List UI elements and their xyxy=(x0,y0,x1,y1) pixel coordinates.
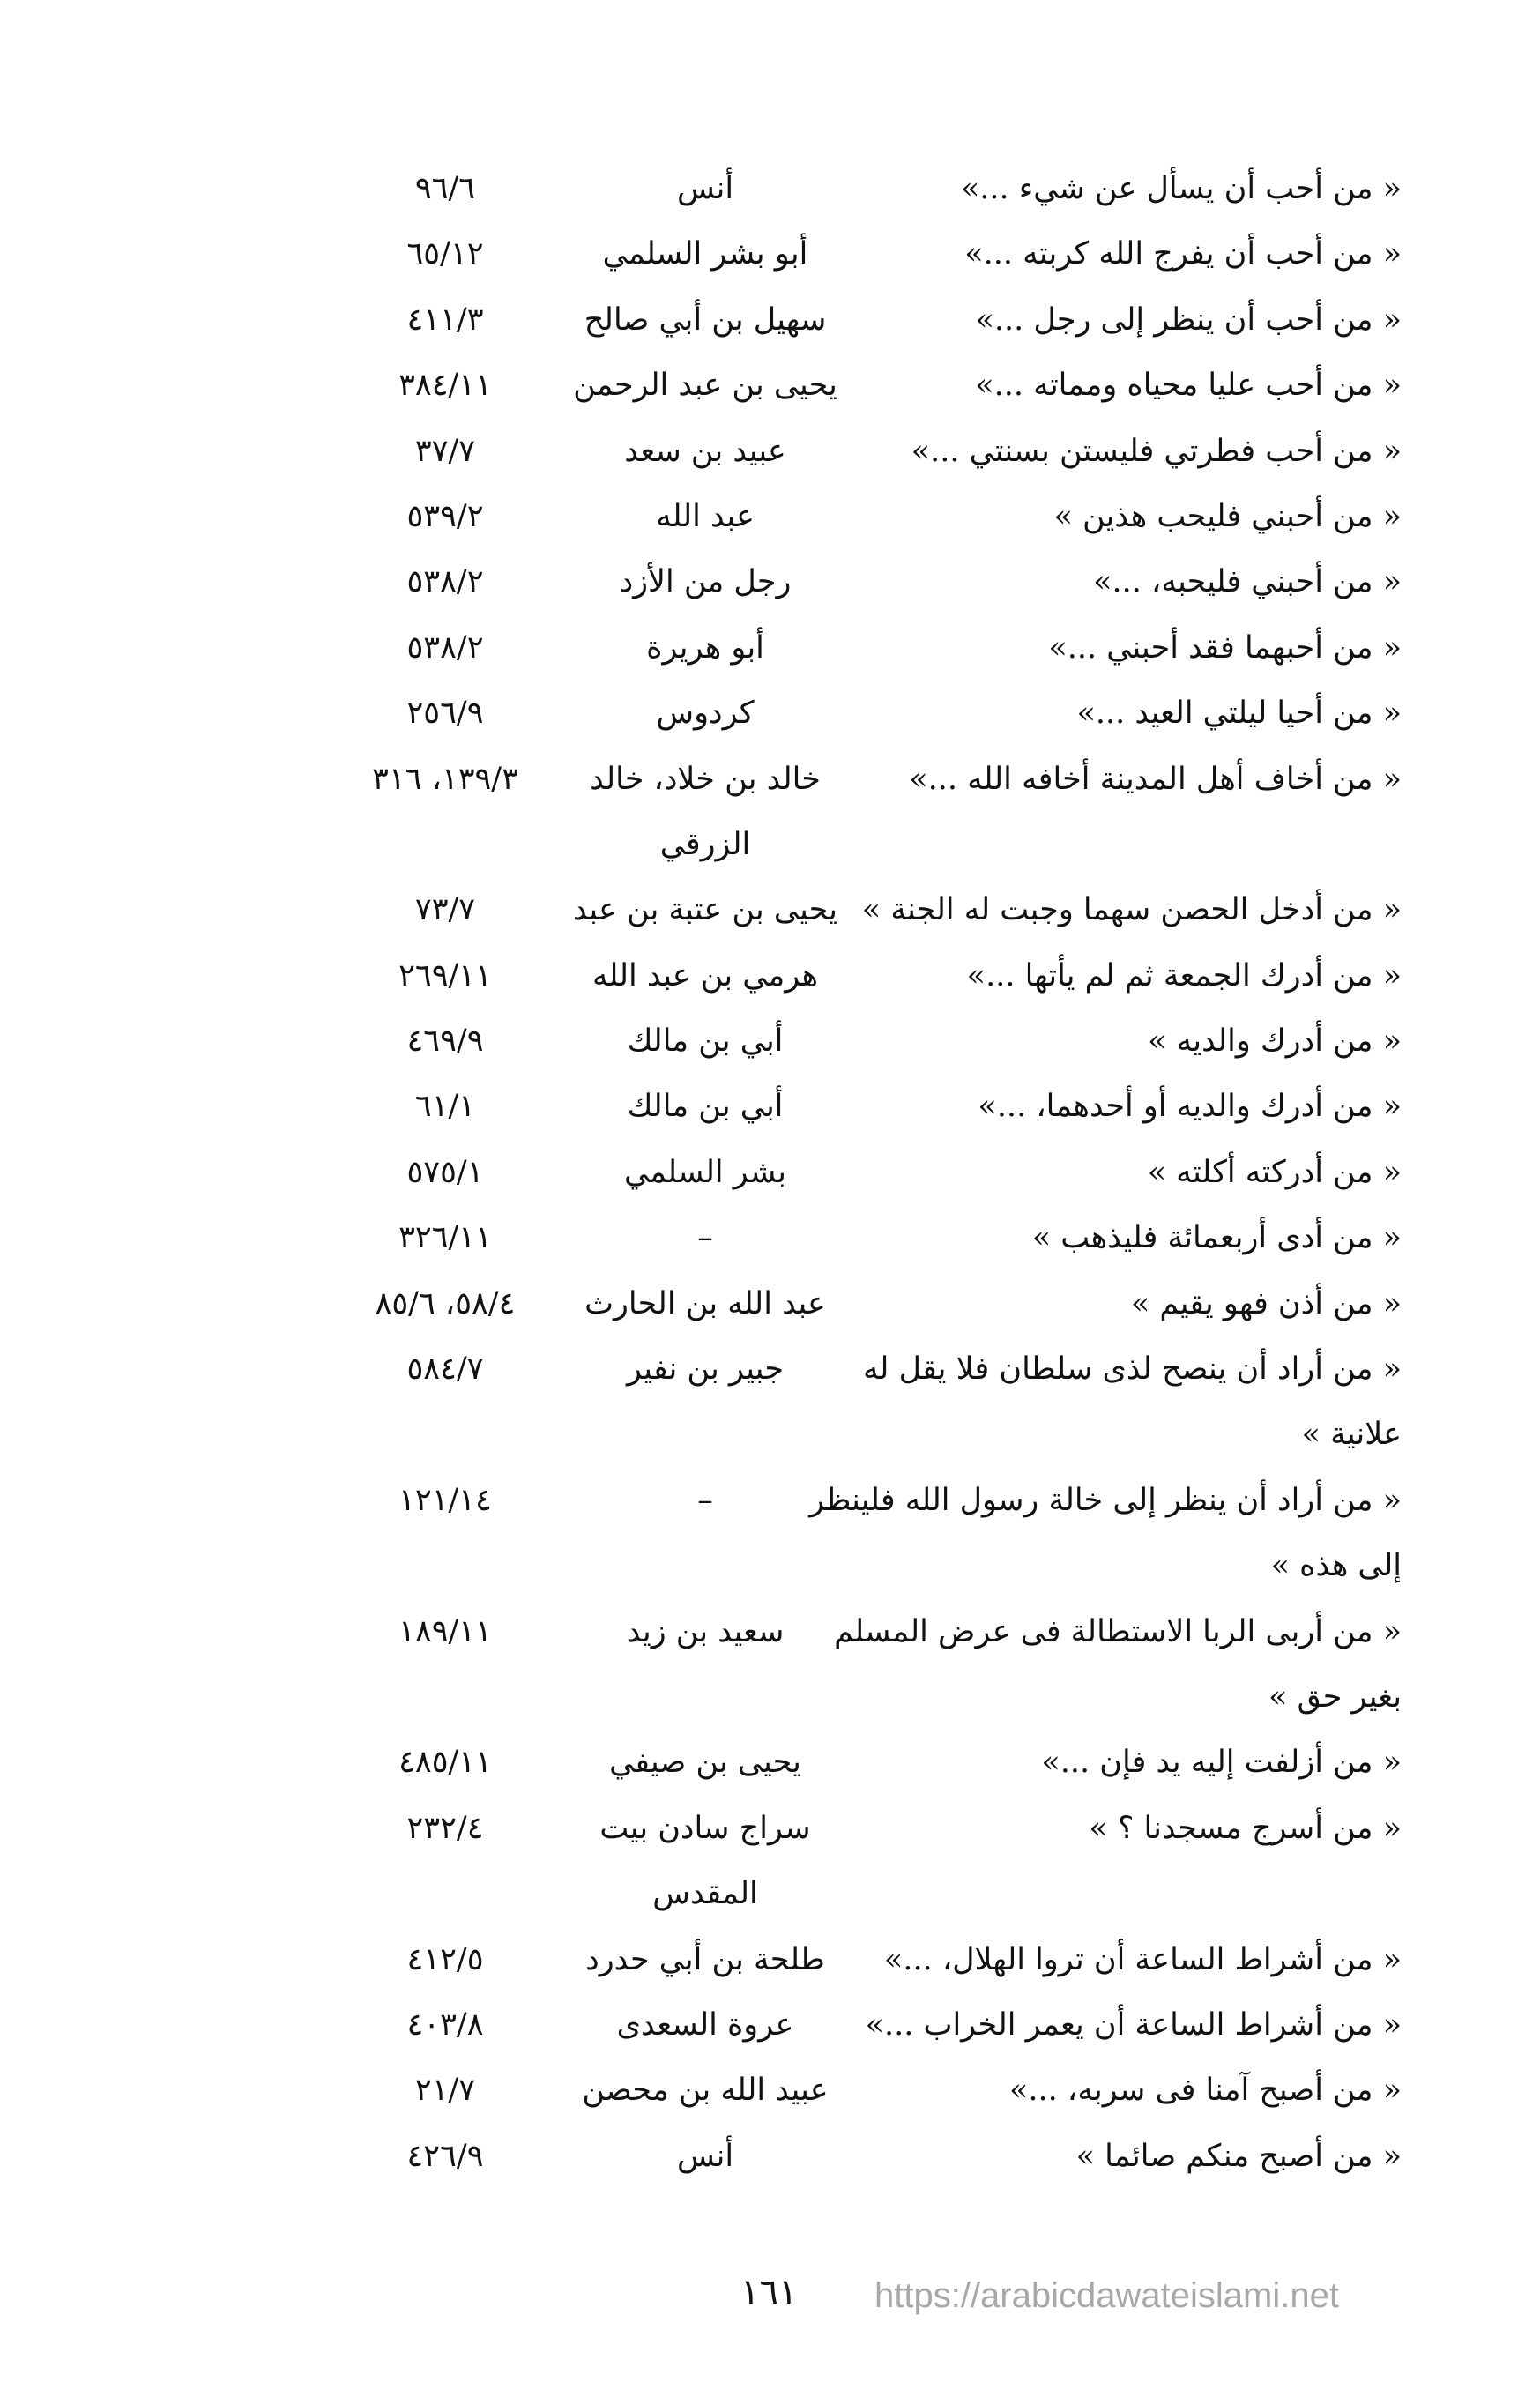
volume-page-reference: ٢٥٦/٩ xyxy=(406,696,484,732)
page-number: ١٦١ xyxy=(740,2272,798,2312)
index-row xyxy=(335,1080,1402,1145)
index-row xyxy=(335,753,1402,818)
volume-page-reference: ٤١٢/٥ xyxy=(406,1941,484,1977)
narrator-name: عروة السعدى xyxy=(616,2006,794,2043)
index-row xyxy=(335,490,1402,555)
hadith-text: بغير حق » xyxy=(1268,1679,1402,1715)
hadith-text: « من أدرك والديه أو أحدهما، ...» xyxy=(978,1089,1402,1125)
volume-page-reference: ٣٧/٧ xyxy=(414,433,476,469)
hadith-text: « من أحب أن يسأل عن شيء ...» xyxy=(960,171,1402,206)
hadith-text: « من أحب فطرتي فليستن بسنتي ...» xyxy=(911,433,1402,469)
index-row xyxy=(335,1539,1402,1604)
index-row xyxy=(335,555,1402,621)
narrator-name: سراج سادن بيت xyxy=(599,1810,811,1846)
narrator-name: يحيى بن عبد الرحمن xyxy=(573,368,837,404)
volume-page-reference: ٣٢٦/١١ xyxy=(398,1220,492,1256)
hadith-text: « من أصبح منكم صائما » xyxy=(1075,2138,1402,2174)
hadith-text: « من أدرك الجمعة ثم لم يأتها ...» xyxy=(966,957,1402,994)
index-row xyxy=(335,425,1402,490)
index-row xyxy=(335,294,1402,359)
hadith-text: إلى هذه » xyxy=(1270,1548,1402,1584)
index-row xyxy=(335,1474,1402,1539)
hadith-text: « من أربى الربا الاستطالة فى عرض المسلم xyxy=(834,1613,1402,1649)
index-row xyxy=(335,1211,1402,1277)
index-row xyxy=(335,227,1402,293)
narrator-name: عبد الله xyxy=(656,498,755,534)
narrator-name: المقدس xyxy=(652,1876,758,1912)
hadith-text: « من أسرج مسجدنا ؟ » xyxy=(1089,1810,1402,1846)
index-row xyxy=(335,1999,1402,2064)
hadith-text: « من أحب أن ينظر إلى رجل ...» xyxy=(975,301,1402,338)
hadith-text: « من أدى أربعمائة فليذهب » xyxy=(1031,1220,1402,1256)
narrator-name: سهيل بن أبي صالح xyxy=(584,301,827,338)
hadith-text: « من أحبني فليحب هذين » xyxy=(1053,498,1402,534)
volume-page-reference: ٧٣/٧ xyxy=(414,892,476,928)
volume-page-reference: ٥٣٨/٢ xyxy=(406,564,484,600)
narrator-name: جبير بن نفير xyxy=(626,1351,785,1388)
narrator-name: أنس xyxy=(676,2138,734,2174)
hadith-text: « من أحب أن يفرج الله كربته ...» xyxy=(964,236,1402,272)
volume-page-reference: ٤٠٣/٨ xyxy=(406,2006,484,2043)
watermark-url: https://arabicdawateislami.net xyxy=(874,2276,1339,2315)
index-row xyxy=(335,1408,1402,1473)
index-row xyxy=(335,2064,1402,2129)
narrator-name: كردوس xyxy=(656,696,755,732)
index-row xyxy=(335,1933,1402,1999)
volume-page-reference: ٥٣٨/٢ xyxy=(406,629,484,666)
hadith-text: « من أزلفت إليه يد فإن ...» xyxy=(1041,1745,1402,1781)
hadith-text: « من أخاف أهل المدينة أخافه الله ...» xyxy=(909,761,1402,797)
hadith-text: « من أشراط الساعة أن تروا الهلال، ...» xyxy=(883,1941,1402,1977)
volume-page-reference: ٢١/٧ xyxy=(414,2073,476,2109)
volume-page-reference: ١٣٩/٣، ٣١٦ xyxy=(372,761,518,797)
narrator-name: يحيى بن عتبة بن عبد xyxy=(573,892,837,928)
index-row xyxy=(335,1277,1402,1343)
index-row xyxy=(335,1671,1402,1736)
index-row xyxy=(335,687,1402,752)
volume-page-reference: ٦٥/١٢ xyxy=(406,236,484,272)
volume-page-reference: ١٢١/١٤ xyxy=(398,1482,492,1518)
index-row xyxy=(335,1015,1402,1080)
index-row xyxy=(335,1802,1402,1867)
volume-page-reference: ٤٨٥/١١ xyxy=(398,1745,492,1781)
hadith-text: « من أصبح آمنا فى سربه، ...» xyxy=(1009,2073,1402,2109)
narrator-name: طلحة بن أبي حدرد xyxy=(585,1941,825,1977)
hadith-text: « من أحبهما فقد أحبني ...» xyxy=(1048,629,1402,666)
narrator-name: هرمي بن عبد الله xyxy=(591,957,818,994)
narrator-name: خالد بن خلاد، خالد xyxy=(590,761,821,797)
volume-page-reference: ٢٦٩/١١ xyxy=(398,957,492,994)
volume-page-reference: ١٨٩/١١ xyxy=(398,1613,492,1649)
volume-page-reference: ٤١١/٣ xyxy=(406,301,484,338)
hadith-index-table xyxy=(335,162,1402,2195)
index-row xyxy=(335,622,1402,687)
index-row xyxy=(335,1343,1402,1408)
volume-page-reference: ٥٨٤/٧ xyxy=(406,1351,484,1388)
volume-page-reference: ٩٦/٦ xyxy=(414,171,476,206)
narrator-name: أبو بشر السلمي xyxy=(602,236,808,272)
index-row xyxy=(335,1146,1402,1211)
hadith-text: « من أراد أن ينصح لذى سلطان فلا يقل له xyxy=(863,1351,1402,1388)
hadith-text: « من أحب عليا محياه ومماته ...» xyxy=(975,368,1402,404)
narrator-name: أنس xyxy=(676,171,734,206)
hadith-text: « من أذن فهو يقيم » xyxy=(1130,1285,1402,1321)
narrator-name: عبيد بن سعد xyxy=(624,433,786,469)
index-row xyxy=(335,162,1402,227)
index-row xyxy=(335,883,1402,949)
narrator-name: الزرقي xyxy=(659,826,751,862)
volume-page-reference: ٥٣٩/٢ xyxy=(406,498,484,534)
hadith-text: « من أحيا ليلتي العيد ...» xyxy=(1076,696,1402,732)
index-row xyxy=(335,2130,1402,2195)
volume-page-reference: ٥٧٥/١ xyxy=(406,1154,484,1190)
index-row xyxy=(335,818,1402,883)
narrator-name: رجل من الأزد xyxy=(619,564,792,600)
hadith-text: « من أدرك والديه » xyxy=(1148,1024,1402,1060)
narrator-name: أبي بن مالك xyxy=(627,1089,784,1125)
hadith-text: « من أحبني فليحبه، ...» xyxy=(1093,564,1402,600)
volume-page-reference: ٤٢٦/٩ xyxy=(406,2138,484,2174)
narrator-name: بشر السلمي xyxy=(623,1154,786,1190)
volume-page-reference: ٦١/١ xyxy=(414,1089,476,1125)
narrator-name: عبد الله بن الحارث xyxy=(584,1285,826,1321)
narrator-name: – xyxy=(697,1482,713,1518)
narrator-name: – xyxy=(697,1220,713,1256)
narrator-name: أبو هريرة xyxy=(646,629,764,666)
narrator-name: سعيد بن زيد xyxy=(626,1613,785,1649)
narrator-name: أبي بن مالك xyxy=(627,1024,784,1060)
volume-page-reference: ٢٣٢/٤ xyxy=(406,1810,484,1846)
hadith-text: علانية » xyxy=(1301,1417,1402,1453)
index-row xyxy=(335,949,1402,1015)
narrator-name: عبيد الله بن محصن xyxy=(582,2073,829,2109)
hadith-text: « من أشراط الساعة أن يعمر الخراب ...» xyxy=(865,2006,1402,2043)
index-row xyxy=(335,1867,1402,1932)
index-row xyxy=(335,1605,1402,1671)
index-row xyxy=(335,1736,1402,1801)
hadith-text: « من أدركته أكلته » xyxy=(1147,1154,1402,1190)
volume-page-reference: ٤٦٩/٩ xyxy=(406,1024,484,1060)
hadith-text: « من أراد أن ينظر إلى خالة رسول الله فلينظر xyxy=(809,1482,1402,1518)
volume-page-reference: ٥٨/٤، ٨٥/٦ xyxy=(375,1285,516,1321)
index-row xyxy=(335,359,1402,424)
volume-page-reference: ٣٨٤/١١ xyxy=(398,368,492,404)
hadith-text: « من أدخل الحصن سهما وجبت له الجنة » xyxy=(861,892,1402,928)
narrator-name: يحيى بن صيفي xyxy=(609,1745,801,1781)
